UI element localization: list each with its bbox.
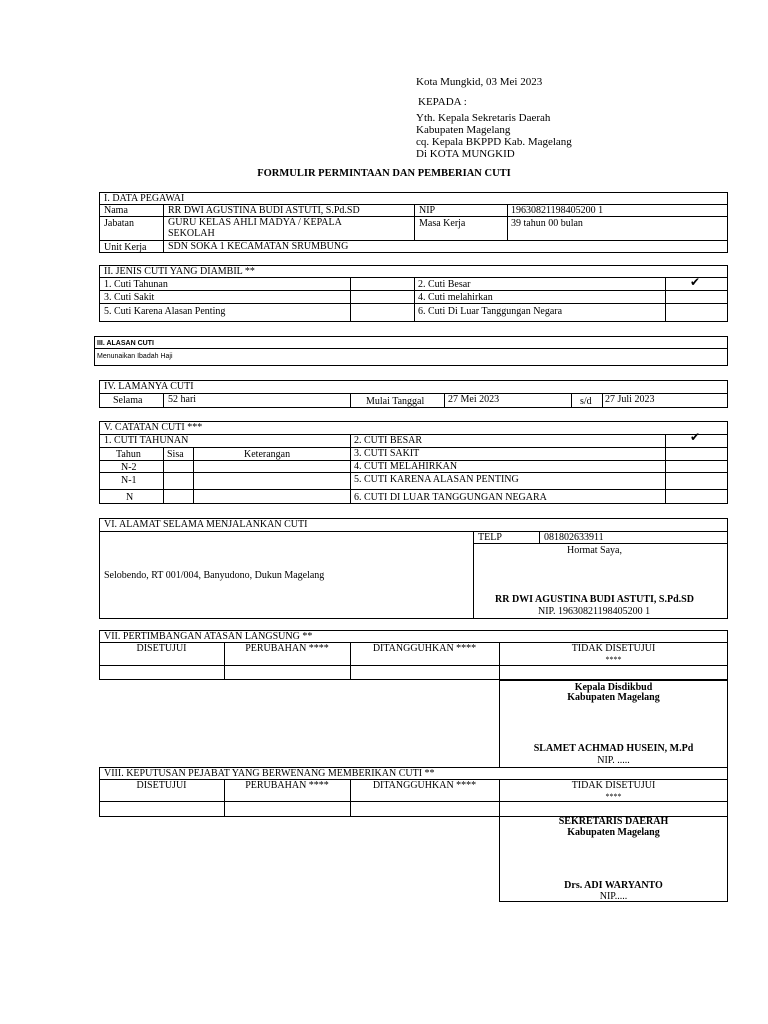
- section-3-frame: [94, 336, 728, 366]
- col-perubahan: PERUBAHAN ****: [245, 643, 329, 654]
- atasan-nip: NIP. .....: [597, 755, 630, 766]
- col-tidak-disetujui: TIDAK DISETUJUI: [571, 643, 656, 654]
- recipient-line-4: Di KOTA MUNGKID: [416, 148, 515, 160]
- cuti-tahunan-label: 1. CUTI TAHUNAN: [104, 435, 189, 446]
- section-5-title: V. CATATAN CUTI ***: [104, 422, 203, 433]
- row-n-1: N-1: [121, 475, 137, 486]
- col-tidak-disetujui: TIDAK DISETUJUI: [571, 780, 656, 791]
- mulai-value: 27 Mei 2023: [448, 394, 500, 405]
- pejabat-name: Drs. ADI WARYANTO: [564, 880, 663, 891]
- jenis-cuti-3: 3. Cuti Sakit: [104, 292, 155, 303]
- col-ditangguhkan: DITANGGUHKAN ****: [372, 780, 477, 791]
- selama-value: 52 hari: [168, 394, 197, 405]
- atasan-name: SLAMET ACHMAD HUSEIN, M.Pd: [533, 743, 694, 754]
- nip-value: 19630821198405200 1: [511, 205, 604, 216]
- catatan-cuti-alasan-penting: 5. CUTI KARENA ALASAN PENTING: [354, 474, 519, 485]
- pejabat-title-1: SEKRETARIS DAERAH: [558, 816, 669, 827]
- alasan-value: Menunaikan Ibadah Haji: [97, 353, 173, 360]
- atasan-title-2: Kabupaten Magelang: [567, 692, 660, 703]
- col-ditangguhkan: DITANGGUHKAN ****: [372, 643, 477, 654]
- section-1-title: I. DATA PEGAWAI: [104, 193, 185, 204]
- section-8-title: VIII. KEPUTUSAN PEJABAT YANG BERWENANG MEMBERIKAN CUTI **: [104, 768, 435, 779]
- jenis-cuti-2: 2. Cuti Besar: [418, 279, 471, 290]
- col-tahun: Tahun: [116, 449, 141, 460]
- row-n: N: [126, 492, 134, 503]
- telp-value: 081802633911: [544, 532, 604, 543]
- nama-label: Nama: [104, 205, 128, 216]
- alamat-value: Selobendo, RT 001/004, Banyudono, Dukun Magelang: [104, 570, 325, 581]
- form-title: FORMULIR PERMINTAAN DAN PEMBERIAN CUTI: [257, 168, 511, 179]
- catatan-cuti-sakit: 3. CUTI SAKIT: [354, 448, 420, 459]
- recipient-line-2: Kabupaten Magelang: [416, 124, 511, 136]
- col-disetujui: DISETUJUI: [136, 780, 187, 791]
- sd-value: 27 Juli 2023: [605, 394, 655, 405]
- section-4-title: IV. LAMANYA CUTI: [104, 381, 194, 392]
- pejabat-title-2: Kabupaten Magelang: [567, 827, 660, 838]
- jenis-cuti-4: 4. Cuti melahirkan: [418, 292, 493, 303]
- col-keterangan: Keterangan: [244, 449, 291, 460]
- recipient-line-3: cq. Kepala BKPPD Kab. Magelang: [416, 136, 572, 148]
- to-label: KEPADA :: [418, 96, 467, 108]
- unit-kerja-value: SDN SOKA 1 KECAMATAN SRUMBUNG: [168, 241, 349, 252]
- col-perubahan: PERUBAHAN ****: [245, 780, 329, 791]
- jabatan-value-2: SEKOLAH: [168, 228, 215, 239]
- col-disetujui: DISETUJUI: [136, 643, 187, 654]
- sd-label: s/d: [580, 396, 592, 407]
- pemohon-nip: NIP. 19630821198405200 1: [538, 606, 651, 617]
- section-6-title: VI. ALAMAT SELAMA MENJALANKAN CUTI: [104, 519, 308, 530]
- col-sisa: Sisa: [167, 449, 184, 460]
- jenis-cuti-1: 1. Cuti Tahunan: [104, 279, 168, 290]
- atasan-title-1: Kepala Disdikbud: [574, 682, 653, 693]
- section-2-title: II. JENIS CUTI YANG DIAMBIL **: [104, 266, 255, 277]
- place-date: Kota Mungkid, 03 Mei 2023: [416, 76, 543, 88]
- check-icon: ✔: [690, 275, 701, 289]
- pejabat-nip: NIP.....: [599, 891, 628, 902]
- row-n-2: N-2: [121, 462, 137, 473]
- masa-kerja-label: Masa Kerja: [419, 218, 466, 229]
- recipient-line-1: Yth. Kepala Sekretaris Daerah: [416, 112, 551, 124]
- masa-kerja-value: 39 tahun 00 bulan: [511, 218, 583, 229]
- hormat-saya: Hormat Saya,: [567, 545, 622, 556]
- catatan-cuti-luar-tanggungan: 6. CUTI DI LUAR TANGGUNGAN NEGARA: [354, 492, 547, 503]
- pemohon-name: RR DWI AGUSTINA BUDI ASTUTI, S.Pd.SD: [495, 594, 694, 605]
- col-stars: ****: [605, 792, 622, 801]
- mulai-label: Mulai Tanggal: [366, 396, 425, 407]
- col-stars: ****: [605, 655, 622, 664]
- jabatan-value-1: GURU KELAS AHLI MADYA / KEPALA: [168, 217, 342, 228]
- nama-value: RR DWI AGUSTINA BUDI ASTUTI, S.Pd.SD: [168, 205, 360, 216]
- jenis-cuti-6: 6. Cuti Di Luar Tanggungan Negara: [418, 306, 563, 317]
- catatan-cuti-melahirkan: 4. CUTI MELAHIRKAN: [354, 461, 458, 472]
- unit-kerja-label: Unit Kerja: [104, 242, 147, 253]
- catatan-cuti-besar: 2. CUTI BESAR: [354, 435, 423, 446]
- check-icon: ✔: [690, 430, 701, 444]
- section-7-title: VII. PERTIMBANGAN ATASAN LANGSUNG **: [104, 631, 313, 642]
- telp-label: TELP: [478, 532, 502, 543]
- selama-label: Selama: [113, 395, 143, 406]
- nip-label: NIP: [419, 205, 436, 216]
- section-3-title: III. ALASAN CUTI: [97, 340, 154, 347]
- jenis-cuti-5: 5. Cuti Karena Alasan Penting: [104, 306, 226, 317]
- jabatan-label: Jabatan: [104, 218, 134, 229]
